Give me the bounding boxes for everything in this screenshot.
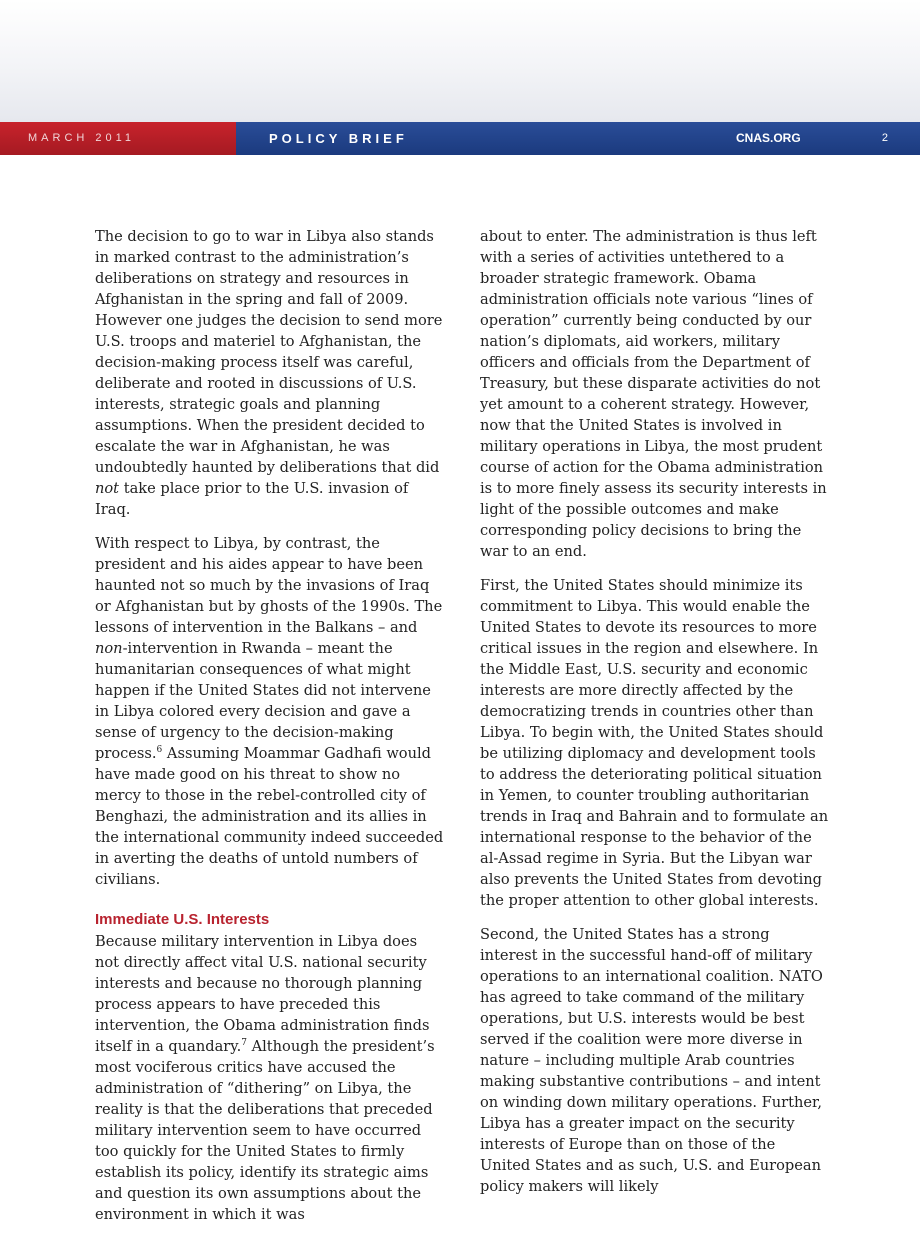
section-heading: Immediate U.S. Interests (95, 911, 270, 928)
paragraph: Second, the United States has a strong interest in the successful hand-off of military operations to an international coalition. NATO has agreed to take command of the military operations, but U.S. interests would be best served if the coalition were more diverse in nature – including multiple Arab countries making substantive contributions – and intent on winding down military operations. Further, Libya has a greater impact on the security interests of Europe than on those of the United States and as such, U.S. and European policy makers will likely (480, 926, 823, 1195)
paragraph: Because military intervention in Libya does not directly affect vital U.S. national security interests and because no thorough planning process appears to have preceded this intervention, the Obama administration finds itself in a quandary.$^7$ Although the president’s most vociferous critics have accused the administration of “dithering” on Libya, the reality is that the deliberations that preceded military intervention seem to have occurred too quickly for the United States to firmly establish its policy, identify its strategic aims and question its own assumptions about the environment in which it was (95, 933, 435, 1223)
header-title-panel (236, 122, 920, 155)
paragraph: about to enter. The administration is thus left with a series of activities untethered to a broader strategic framework. Obama administration officials note various “lines of operation” currently being conducted by our nation’s diplomats, aid workers, military officers and officials from the Department of Treasury, but these disparate activities do not yet amount to a coherent strategy. However, now that the United States is involved in military operations in Libya, the most prudent course of action for the Obama administration is to more finely assess its security interests in light of the possible outcomes and make corresponding policy decisions to bring the war to an end. (480, 228, 827, 560)
page-number: 2 (881, 132, 888, 144)
footnote-ref[interactable]: 7 (241, 1038, 247, 1049)
header-date: MARCH 2011 (28, 132, 136, 144)
paragraph: With respect to Libya, by contrast, the president and his aides appear to have been haunted not so much by the invasions of Iraq or Afghanistan but by ghosts of the 1990s. The lessons of intervention in the Balkans – and non-intervention in Rwanda – meant the humanitarian consequences of what might happen if the United States did not intervene in Libya colored every decision and gave a sense of urgency to the decision-making process.$^6$ Assuming Moammar Gadhafi would have made good on his threat to show no mercy to those in the rebel-controlled city of Benghazi, the administration and its allies in the international community indeed succeeded in averting the deaths of untold numbers of civilians. (95, 535, 444, 888)
header-bar (0, 122, 920, 155)
paragraph: The decision to go to war in Libya also stands in marked contrast to the administration’s deliberations on strategy and resources in Afghanistan in the spring and fall of 2009. However one judges the decision to send more U.S. troops and materiel to Afghanistan, the decision-making process itself was careful, deliberate and rooted in discussions of U.S. interests, strategic goals and planning assumptions. When the president decided to escalate the war in Afghanistan, he was undoubtedly haunted by deliberations that did not take place prior to the U.S. invasion of Iraq. (95, 228, 443, 518)
right-column (480, 226, 830, 1210)
footnote-ref[interactable]: 6 (156, 745, 163, 756)
paragraph: First, the United States should minimize its commitment to Libya. This would enable the United States to devote its resources to more critical issues in the region and elsewhere. In the Middle East, U.S. security and economic interests are more directly affected by the democratizing trends in countries other than Libya. To begin with, the United States should be utilizing diplomacy and development tools to address the deteriorating political situation in Yemen, to counter troubling authoritarian trends in Iraq and Bahrain and to formulate an international response to the behavior of the al-Assad regime in Syria. But the Libyan war also prevents the United States from devoting the proper attention to other global interests. (480, 577, 829, 909)
header-section-title: POLICY BRIEF (269, 131, 408, 146)
left-column (95, 226, 445, 1238)
header-site-link[interactable]: CNAS.ORG (736, 131, 801, 145)
page-top-background (0, 0, 920, 122)
header-date-panel (0, 122, 236, 155)
